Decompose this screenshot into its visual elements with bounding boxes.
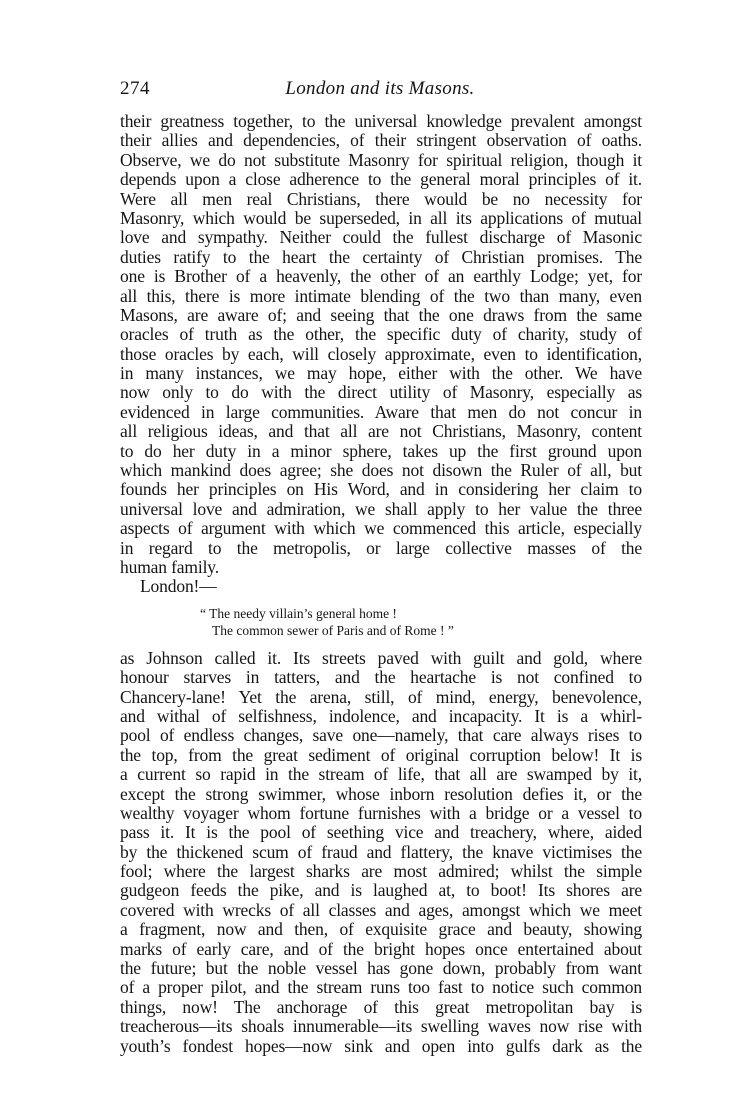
text-line: treacherous—its shoals innumerable—its swelling waves now rise with	[120, 1017, 642, 1037]
text-line: which mankind does agree; she does not disown the Ruler of all, but	[120, 461, 642, 481]
text-line: things, now! The anchorage of this great metropolitan bay is	[120, 997, 642, 1017]
text-line: duties ratify to the heart the certainty of Christian promises. The	[120, 247, 642, 267]
text-line: evidenced in large communities. Aware that men do not concur in	[120, 402, 642, 422]
verse-quotation	[200, 605, 642, 639]
verse-line: “ The needy villain’s general home !	[200, 605, 397, 621]
text-line: pool of endless changes, save one—namely, that care always rises to	[120, 726, 642, 746]
text-line: a fragment, now and then, of exquisite grace and beauty, showing	[120, 920, 642, 940]
text-line: depends upon a close adherence to the general moral principles of it.	[120, 170, 642, 190]
text-line: of a proper pilot, and the stream runs too fast to notice such common	[120, 978, 642, 998]
text-line: in regard to the metropolis, or large collective masses of the	[120, 538, 642, 558]
text-line: pass it. It is the pool of seething vice and treachery, where, aided	[120, 823, 642, 843]
text-line: to do her duty in a minor sphere, takes up the first ground upon	[120, 441, 642, 461]
page-number: 274	[120, 78, 150, 99]
page-header	[120, 78, 640, 106]
page-body	[120, 112, 642, 1056]
text-line: by the thickened scum of fraud and flattery, the knave victimises the	[120, 842, 642, 862]
text-line: universal love and admiration, we shall apply to her value the three	[120, 499, 642, 519]
text-line: wealthy voyager whom fortune furnishes with a bridge or a vessel to	[120, 803, 642, 823]
text-line: all religious ideas, and that all are not Christians, Masonry, content	[120, 422, 642, 442]
text-line: Masonry, which would be superseded, in all its applications of mutual	[120, 208, 642, 228]
text-line: all this, there is more intimate blending of the two than many, even	[120, 286, 642, 306]
text-line: Observe, we do not substitute Masonry for spiritual religion, though it	[120, 150, 642, 170]
text-line: honour starves in tatters, and the heartache is not confined to	[120, 668, 642, 688]
text-line: a current so rapid in the stream of life, that all are swamped by it,	[120, 765, 642, 785]
paragraph-2	[120, 649, 642, 1056]
text-line: oracles of truth as the other, the specific duty of charity, study of	[120, 325, 642, 345]
text-line: Chancery-lane! Yet the arena, still, of mind, energy, benevolence,	[120, 687, 642, 707]
text-line: their greatness together, to the universal knowledge prevalent amongst	[120, 112, 642, 131]
running-title: London and its Masons.	[285, 78, 475, 99]
text-line: the future; but the noble vessel has gone down, probably from want	[120, 959, 642, 979]
text-line: youth’s fondest hopes—now sink and open into gulfs dark as the	[120, 1036, 642, 1056]
text-line: those oracles by each, will closely approximate, even to identification,	[120, 344, 642, 364]
text-line: aspects of argument with which we commenced this article, especially	[120, 519, 642, 539]
text-line: as Johnson called it. Its streets paved with guilt and gold, where	[120, 648, 642, 668]
text-line: their allies and dependencies, of their stringent observation of oaths.	[120, 131, 642, 151]
text-line: human family.	[120, 557, 219, 577]
verse-line: The common sewer of Paris and of Rome ! ”	[212, 622, 454, 638]
text-line: covered with wrecks of all classes and ages, amongst which we meet	[120, 900, 642, 920]
text-line: one is Brother of a heavenly, the other of an earthly Lodge; yet, for	[120, 267, 642, 287]
text-line: gudgeon feeds the pike, and is laughed at, to boot! Its shores are	[120, 881, 642, 901]
text-line: founds her principles on His Word, and in considering her claim to	[120, 480, 642, 500]
text-line: except the strong swimmer, whose inborn resolution defies it, or the	[120, 784, 642, 804]
text-line: and withal of selfishness, indolence, and incapacity. It is a whirl-	[120, 706, 642, 726]
text-line: Masons, are aware of; and seeing that the one draws from the same	[120, 305, 642, 325]
text-line: in many instances, we may hope, either with the other. We have	[120, 364, 642, 384]
text-line: love and sympathy. Neither could the fullest discharge of Masonic	[120, 228, 642, 248]
text-line: fool; where the largest sharks are most admired; whilst the simple	[120, 862, 642, 882]
text-line: marks of early care, and of the bright hopes once entertained about	[120, 939, 642, 959]
text-line: now only to do with the direct utility of Masonry, especially as	[120, 383, 642, 403]
paragraph-1	[120, 112, 642, 577]
text-line: Were all men real Christians, there would be no necessity for	[120, 189, 642, 209]
london-heading-line: London!—	[140, 577, 217, 597]
text-line: the top, from the great sediment of original corruption below! It is	[120, 745, 642, 765]
